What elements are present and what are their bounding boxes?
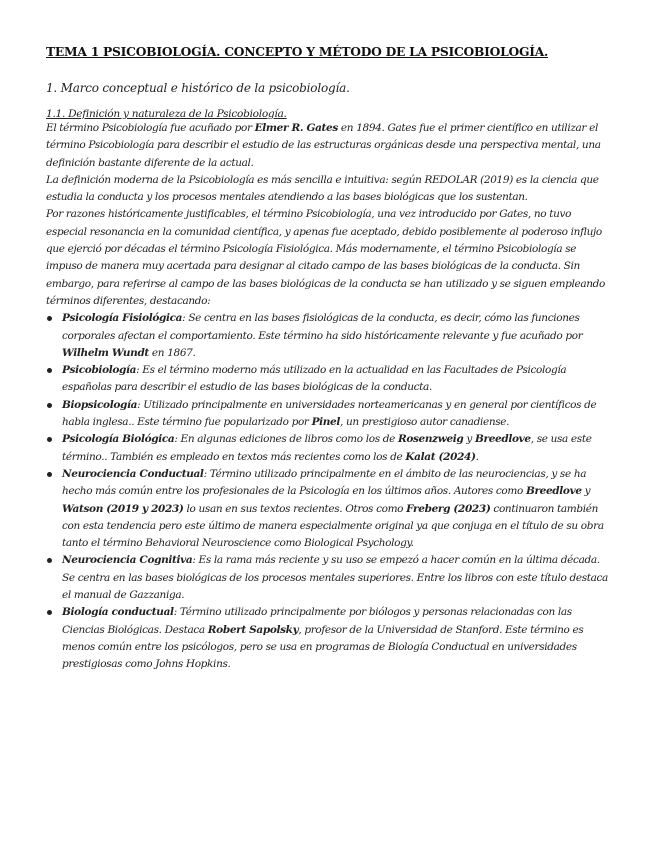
bullet-icon [47, 368, 52, 373]
list-item-psicobiologia: Psicobiología: Es el término moderno más utilizado en la actualidad en las Facultades de Psicología españolas para describir el estudio de las bases biológicas de la conducta. [46, 362, 612, 397]
list-item-neurociencia-conductual: Neurociencia Conductual: Término utilizado principalmente en el ámbito de las neurociencias, y se ha hecho más común entre los profesionales de la Psicología en los últimos años. Autores como Breedlove y Watson (2019 y 2023) lo usan en sus textos recientes. Otros como Freberg (2023) continuaron también con esta tendencia pero este último de manera especialmente original ya que conjuga en el título de su obra tanto el término Behavioral Neuroscience como Biological Psychology. [46, 466, 612, 552]
term-label: Psicología Biológica [62, 433, 175, 446]
bullet-icon [47, 558, 52, 563]
paragraph-gates-origin: El término Psicobiología fue acuñado por Elmer R. Gates en 1894. Gates fue el primer científico en utilizar el término Psicobiología para describir el estudio de las estructuras orgánicas desde una perspectiva mental, una definición bastante diferente de la actual. [46, 122, 601, 169]
document-title: TEMA 1 PSICOBIOLOGÍA. CONCEPTO Y MÉTODO DE LA PSICOBIOLOGÍA. [46, 44, 549, 59]
list-item-neurociencia-cognitiva: Neurociencia Cognitiva: Es la rama más reciente y su uso se empezó a hacer común en la última década. Se centra en las bases biológicas de los procesos mentales superiores. Entre los libros con este título destaca el manual de Gazzaniga. [46, 552, 612, 604]
list-item-psicologia-fisiologica: Psicología Fisiológica: Se centra en las bases fisiológicas de la conducta, es decir, cómo las funciones corporales afectan el comportamiento. Este término ha sido históricamente relevante y fue acuñado por Wilhelm Wundt en 1867. [46, 310, 612, 362]
term-label: Biología conductual [62, 606, 174, 619]
bullet-icon [47, 437, 52, 442]
list-item-biopsicologia: Biopsicología: Utilizado principalmente en universidades norteamericanas y en general por científicos de habla inglesa.. Este término fue popularizado por Pinel, un prestigioso autor canadiense. [46, 397, 612, 432]
paragraph-historical-terms: Por razones históricamente justificables, el término Psicobiología, una vez introducido por Gates, no tuvo especial resonancia en la comunidad científica, y apenas fue aceptado, debido posiblemente al poderoso influjo que ejerció por décadas el término Psicología Fisiológica. Más modernamente, el término Psicobiología se impuso de manera muy acertada para designar al citado campo de las bases biológicas de la conducta. Sin embargo, para referirse al campo de las bases biológicas de la conducta se han utilizado y se siguen empleando términos diferentes, destacando: [46, 208, 605, 307]
bullet-icon [47, 316, 52, 321]
term-label: Psicología Fisiológica [62, 312, 183, 325]
bullet-icon [47, 403, 52, 408]
document-page [46, 44, 612, 674]
term-label: Neurociencia Conductual [62, 467, 204, 480]
term-label: Neurociencia Cognitiva [62, 554, 193, 567]
terms-list [46, 310, 612, 673]
paragraph-modern-definition: La definición moderna de la Psicobiología es más sencilla e intuitiva: según REDOLAR (2019) es la ciencia que estudia la conducta y los procesos mentales atendiendo a las bases biológicas que los sustentan. [46, 173, 599, 204]
bullet-icon [47, 610, 52, 615]
subsection-heading: 1.1. Definición y naturaleza de la Psicobiología. [46, 108, 287, 120]
author-name: Elmer R. Gates [254, 122, 338, 134]
term-label: Psicobiología [62, 364, 137, 377]
list-item-psicologia-biologica: Psicología Biológica: En algunas ediciones de libros como los de Rosenzweig y Breedlove, se usa este término.. También es empleado en textos más recientes como los de Kalat (2024). [46, 431, 612, 466]
section-heading: 1. Marco conceptual e histórico de la psicobiología. [46, 81, 350, 95]
term-label: Biopsicología [62, 398, 138, 411]
bullet-icon [47, 472, 52, 477]
list-item-biologia-conductual: Biología conductual: Término utilizado principalmente por biólogos y personas relacionadas con las Ciencias Biológicas. Destaca Robert Sapolsky, profesor de la Universidad de Stanford. Este término es menos común entre los psicólogos, pero se usa en programas de Biología Conductual en universidades prestigiosas como Johns Hopkins. [46, 604, 612, 673]
